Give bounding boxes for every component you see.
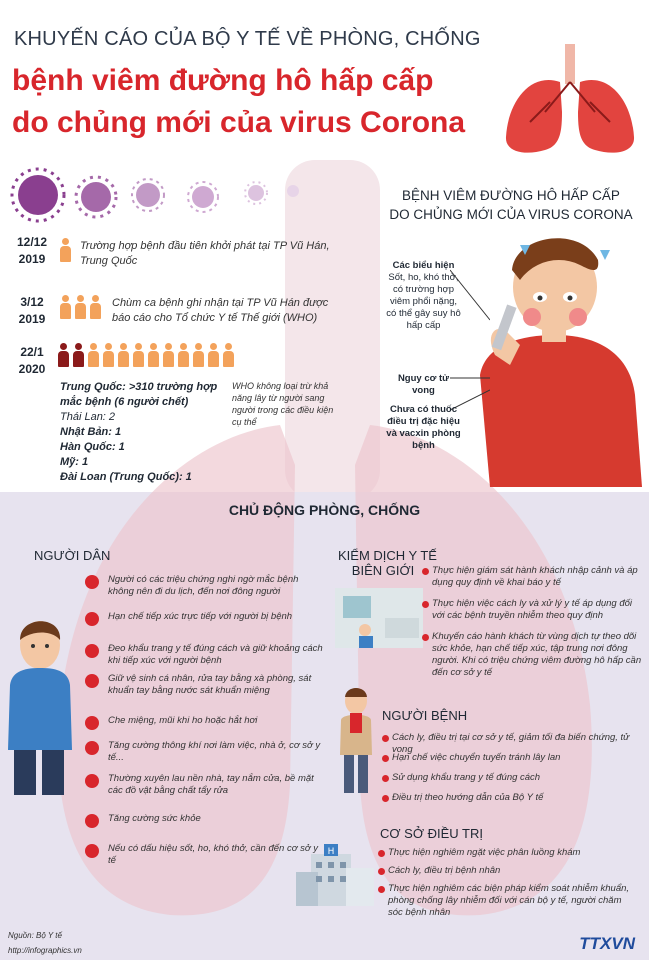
disease-title — [380, 186, 642, 224]
person-icon — [118, 343, 129, 367]
facility-item: Thực hiện nghiêm ngặt việc phân luồng khám — [388, 847, 581, 858]
timeline-date-2 — [10, 294, 54, 328]
header-line-3: do chủng mới của virus Corona — [12, 106, 466, 139]
people-item: Hạn chế tiếp xúc trực tiếp với người bị bệnh — [108, 611, 293, 622]
disease-title-line-2: DO CHỦNG MỚI CỦA VIRUS CORONA — [389, 207, 633, 222]
people-item: Che miệng, mũi khi ho hoặc hắt hơi — [108, 715, 258, 726]
people-item: Đeo khẩu trang y tế đúng cách và giữ khoảng cách khi tiếp xúc với người bệnh — [108, 643, 323, 666]
border-item: Thực hiện giám sát hành khách nhập cảnh và áp dụng quy định về khai báo y tế — [432, 565, 638, 588]
symptoms-title: Các biểu hiện — [392, 260, 455, 271]
person-icon — [60, 238, 71, 262]
patient-illustration — [336, 685, 376, 795]
timeline-year-2: 2019 — [18, 312, 46, 326]
patient-item: Cách ly, điều trị tại cơ sở y tế, giảm tối đa biến chứng, tử vong — [392, 732, 630, 755]
source-text: Nguồn: Bộ Y tế — [8, 931, 62, 940]
person-icon — [58, 343, 69, 367]
timeline-date-3 — [10, 344, 54, 378]
border-item: Thực hiện việc cách ly và xử lý y tế áp dụng đối với các bệnh truyền nhiễm theo quy định — [432, 598, 633, 621]
person-icon — [90, 295, 101, 319]
people-item: Thường xuyên lau nền nhà, tay nắm cửa, bề mặt các đồ vật bằng chất tẩy rửa — [108, 773, 314, 796]
bullet-icon — [378, 868, 385, 875]
prevention-icon — [82, 643, 102, 659]
border-title-line-1: KIỂM DỊCH Y TẾ — [338, 548, 437, 563]
header-line-2: bệnh viêm đường hô hấp cấp — [12, 64, 434, 97]
quarantine-room-illustration — [335, 588, 423, 648]
citizen-illustration — [2, 610, 77, 800]
people-item: Giữ vệ sinh cá nhân, rửa tay bằng xà phòng, sát khuẩn tay bằng nước sát khuẩn miệng — [108, 673, 312, 696]
bullet-icon — [422, 601, 429, 608]
prevention-icon — [82, 673, 102, 689]
person-icon — [133, 343, 144, 367]
stat-usa: Mỹ: 1 — [60, 456, 89, 468]
person-icon — [88, 343, 99, 367]
header-line-1: KHUYẾN CÁO CỦA BỘ Y TẾ VỀ PHÒNG, CHỐNG — [14, 28, 481, 50]
prevention-icon — [82, 813, 102, 829]
timeline-year-3: 2020 — [18, 362, 46, 376]
stat-china: Trung Quốc: >310 trường hợp mắc bệnh (6 người chết) — [60, 381, 218, 408]
timeline-day-1: 12/12 — [16, 235, 48, 249]
bullet-icon — [382, 775, 389, 782]
prevention-icon — [82, 740, 102, 756]
timeline-date-1 — [10, 234, 54, 268]
bullet-icon — [382, 735, 389, 742]
prevention-title: CHỦ ĐỘNG PHÒNG, CHỐNG — [228, 502, 421, 518]
border-item: Khuyến cáo hành khách từ vùng dịch tự theo dõi sức khỏe, hạn chế tiếp xúc, tập trung nơi đông người. Khi có triệu chứng viêm đường hô hấp cần đến cơ sở y tế — [432, 631, 642, 678]
people-item: Tăng cường thông khí nơi làm việc, nhà ở, cơ sở y tế... — [108, 740, 321, 763]
prevention-icon — [82, 773, 102, 789]
prevention-icon — [82, 843, 102, 859]
people-item: Tăng cường sức khỏe — [108, 813, 201, 824]
disease-title-line-1: BỆNH VIÊM ĐƯỜNG HÔ HẤP CẤP — [402, 188, 620, 203]
person-icon — [73, 343, 84, 367]
facility-item: Thực hiện nghiêm các biện pháp kiểm soát nhiễm khuẩn, phòng chống lây nhiễm đối với cán bộ y tế, người chăm sóc bệnh nhân — [388, 883, 630, 918]
hospital-illustration — [296, 842, 376, 912]
prevention-icon — [82, 611, 102, 627]
bullet-icon — [422, 634, 429, 641]
timeline-text-1: Trường hợp bệnh đầu tiên khởi phát tại TP Vũ Hán, Trung Quốc — [80, 240, 330, 267]
timeline-day-2: 3/12 — [20, 295, 44, 309]
facility-item: Cách ly, điều trị bệnh nhân — [388, 865, 501, 876]
patients-title: NGƯỜI BỆNH — [382, 708, 468, 723]
people-item: Nếu có dấu hiệu sốt, ho, khó thở, cần đến cơ sở y tế — [108, 843, 318, 866]
site-link[interactable]: http://infographics.vn — [8, 946, 82, 955]
treatment-callout: Chưa có thuốc điều trị đặc hiệu và vacxin phòng bệnh — [386, 404, 461, 451]
timeline-day-3: 22/1 — [20, 345, 44, 359]
svg-text:H: H — [327, 847, 335, 857]
timeline-year-1: 2019 — [18, 252, 46, 266]
bullet-icon — [378, 886, 385, 893]
people-item: Người có các triệu chứng nghi ngờ mắc bệnh không nên đi du lịch, đến nơi đông người — [108, 574, 299, 597]
stat-korea: Hàn Quốc: 1 — [60, 441, 125, 453]
facilities-title: CƠ SỞ ĐIỀU TRỊ — [380, 826, 483, 841]
stat-thailand: Thái Lan: 2 — [60, 411, 116, 423]
risk-callout: Nguy cơ tử vong — [397, 373, 450, 396]
bullet-icon — [378, 850, 385, 857]
patient-item: Điều trị theo hướng dẫn của Bộ Y tế — [392, 792, 544, 803]
patient-item: Hạn chế việc chuyển tuyến tránh lây lan — [392, 752, 561, 763]
person-icon — [60, 295, 71, 319]
ttxvn-logo: TTXVN — [579, 934, 635, 953]
who-note: WHO không loại trừ khả năng lây từ người sang người trong các điều kiện cụ thể — [232, 381, 334, 427]
lungs-icon — [500, 42, 640, 157]
people-title: NGƯỜI DÂN — [34, 548, 111, 563]
patient-item: Sử dụng khẩu trang y tế đúng cách — [392, 772, 541, 783]
border-title — [338, 548, 437, 578]
person-icon — [208, 343, 219, 367]
symptoms-callout — [386, 260, 461, 332]
person-icon — [148, 343, 159, 367]
virus-icons-row — [8, 165, 308, 225]
timeline-text-2: Chùm ca bệnh ghi nhận tại TP Vũ Hán được báo cáo cho Tổ chức Y tế Thế giới (WHO) — [112, 297, 329, 324]
person-icon — [75, 295, 86, 319]
person-icon — [103, 343, 114, 367]
person-icon — [193, 343, 204, 367]
person-icon — [178, 343, 189, 367]
case-stats — [60, 380, 230, 485]
bullet-icon — [382, 755, 389, 762]
prevention-icon — [82, 574, 102, 590]
stat-taiwan: Đài Loan (Trung Quốc): 1 — [60, 471, 192, 483]
person-icon — [223, 343, 234, 367]
border-title-line-2: BIÊN GIỚI — [351, 563, 415, 578]
bullet-icon — [382, 795, 389, 802]
bullet-icon — [422, 568, 429, 575]
stat-japan: Nhật Bản: 1 — [60, 426, 122, 438]
cases-people-row — [58, 343, 248, 369]
symptoms-text: Sốt, ho, khó thở, có trường hợp viêm phổi nặng, có thể gây suy hô hấp cấp — [386, 272, 461, 331]
person-icon — [163, 343, 174, 367]
prevention-icon — [82, 715, 102, 731]
